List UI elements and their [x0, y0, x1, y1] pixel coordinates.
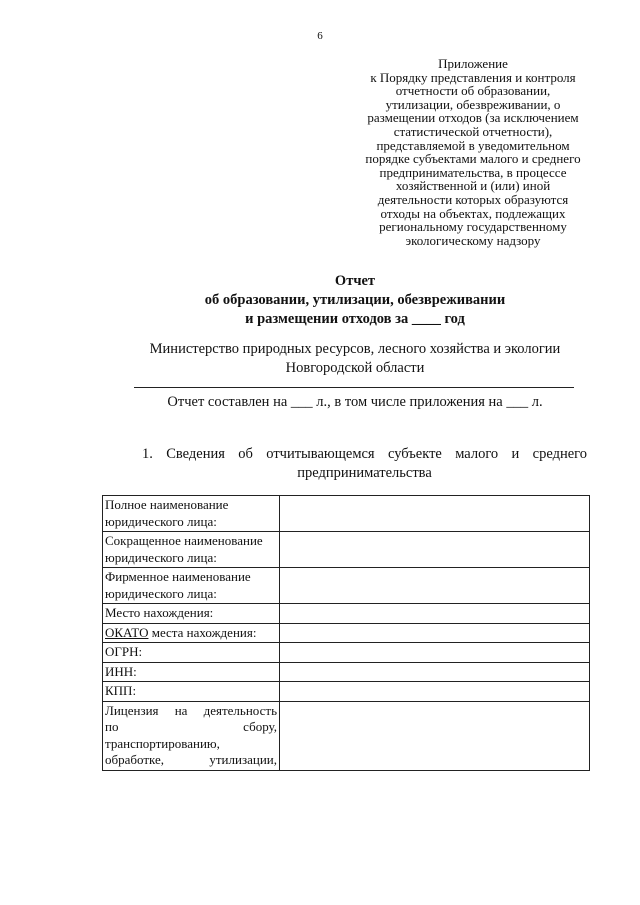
- table-row: [103, 496, 590, 532]
- value-cell-location[interactable]: [280, 604, 590, 624]
- page-number: 6: [317, 30, 323, 42]
- value-cell-brand-name[interactable]: [280, 568, 590, 604]
- label-line: обработке, утилизации,: [105, 752, 277, 767]
- value-cell-kpp[interactable]: [280, 682, 590, 702]
- title-line: об образовании, утилизации, обезвреживании: [204, 292, 506, 308]
- ministry-name: [0, 340, 640, 378]
- ministry-line: Новгородской области: [285, 360, 425, 376]
- table-row: [103, 604, 590, 624]
- appendix-line: хозяйственной и (или) иной: [395, 178, 551, 194]
- okato-label: ОКАТО: [105, 624, 149, 640]
- appendix-line: отчетности об образовании,: [395, 83, 551, 99]
- label-line: юридического лица:: [105, 585, 217, 601]
- appendix-line: экологическому надзору: [405, 232, 541, 248]
- appendix-line: деятельности которых образуются: [377, 191, 569, 207]
- appendix-line: отходы на объектах, подлежащих: [380, 205, 566, 221]
- ministry-line: Министерство природных ресурсов, лесного хозяйства и экологии: [149, 341, 561, 357]
- label-line: Место нахождения:: [105, 605, 214, 620]
- signature-rule: [134, 387, 574, 388]
- appendix-line: утилизации, обезвреживании, о: [385, 96, 561, 112]
- table-row: [103, 643, 590, 663]
- appendix-line: к Порядку представления и контроля: [370, 69, 576, 85]
- label-line: Сокращенное наименование: [105, 533, 263, 548]
- value-cell-ogrn[interactable]: [280, 643, 590, 663]
- value-cell-full-name[interactable]: [280, 496, 590, 532]
- appendix-line: статистической отчетности),: [393, 123, 553, 139]
- section-heading-line: предпринимательства: [297, 465, 432, 481]
- section-heading-line: 1. Сведения об отчитывающемся субъекте малого и среднего: [142, 446, 587, 462]
- table-row: [103, 682, 590, 702]
- label-line: Лицензия на деятельность: [105, 702, 277, 718]
- table-row: [103, 623, 590, 643]
- row-label: [103, 532, 280, 568]
- table-row: [103, 568, 590, 604]
- label-line: Полное наименование: [105, 497, 229, 512]
- row-label: [103, 623, 280, 643]
- label-suffix: места нахождения:: [148, 624, 257, 640]
- label-line: ОГРН:: [105, 644, 143, 659]
- section-heading: [142, 445, 587, 483]
- title-line: и размещении отходов за ____ год: [245, 311, 465, 327]
- table-row: [103, 662, 590, 682]
- appendix-line: региональному государственному: [379, 219, 567, 235]
- row-label: [103, 496, 280, 532]
- row-label: [103, 701, 280, 770]
- label-line: КПП:: [105, 683, 137, 698]
- appendix-line: порядке субъектами малого и среднего: [365, 151, 581, 167]
- value-cell-okato[interactable]: [280, 623, 590, 643]
- value-cell-inn[interactable]: [280, 662, 590, 682]
- label-line: Фирменное наименование: [105, 569, 251, 584]
- appendix-line: предпринимательства, в процессе: [379, 164, 567, 180]
- label-line: по сбору,: [105, 719, 277, 734]
- entity-info-table: [102, 495, 590, 771]
- title-line: Отчет: [334, 273, 376, 289]
- value-cell-short-name[interactable]: [280, 532, 590, 568]
- label-line: юридического лица:: [105, 513, 217, 529]
- label-line: транспортированию,: [105, 735, 220, 751]
- table-row: [103, 701, 590, 770]
- row-label: [103, 662, 280, 682]
- row-label: [103, 643, 280, 663]
- compiled-pages-line: Отчет составлен на ___ л., в том числе приложения на ___ л.: [167, 394, 543, 410]
- label-line: ИНН:: [105, 663, 137, 679]
- row-label: [103, 682, 280, 702]
- row-label: [103, 604, 280, 624]
- appendix-line: представляемой в уведомительном: [376, 137, 570, 153]
- row-label: [103, 568, 280, 604]
- appendix-header: [330, 57, 616, 247]
- label-line: юридического лица:: [105, 549, 217, 565]
- value-cell-license[interactable]: [280, 701, 590, 770]
- table-row: [103, 532, 590, 568]
- appendix-line: размещении отходов (за исключением: [367, 110, 579, 126]
- report-title: [0, 272, 640, 329]
- appendix-line: Приложение: [438, 56, 508, 71]
